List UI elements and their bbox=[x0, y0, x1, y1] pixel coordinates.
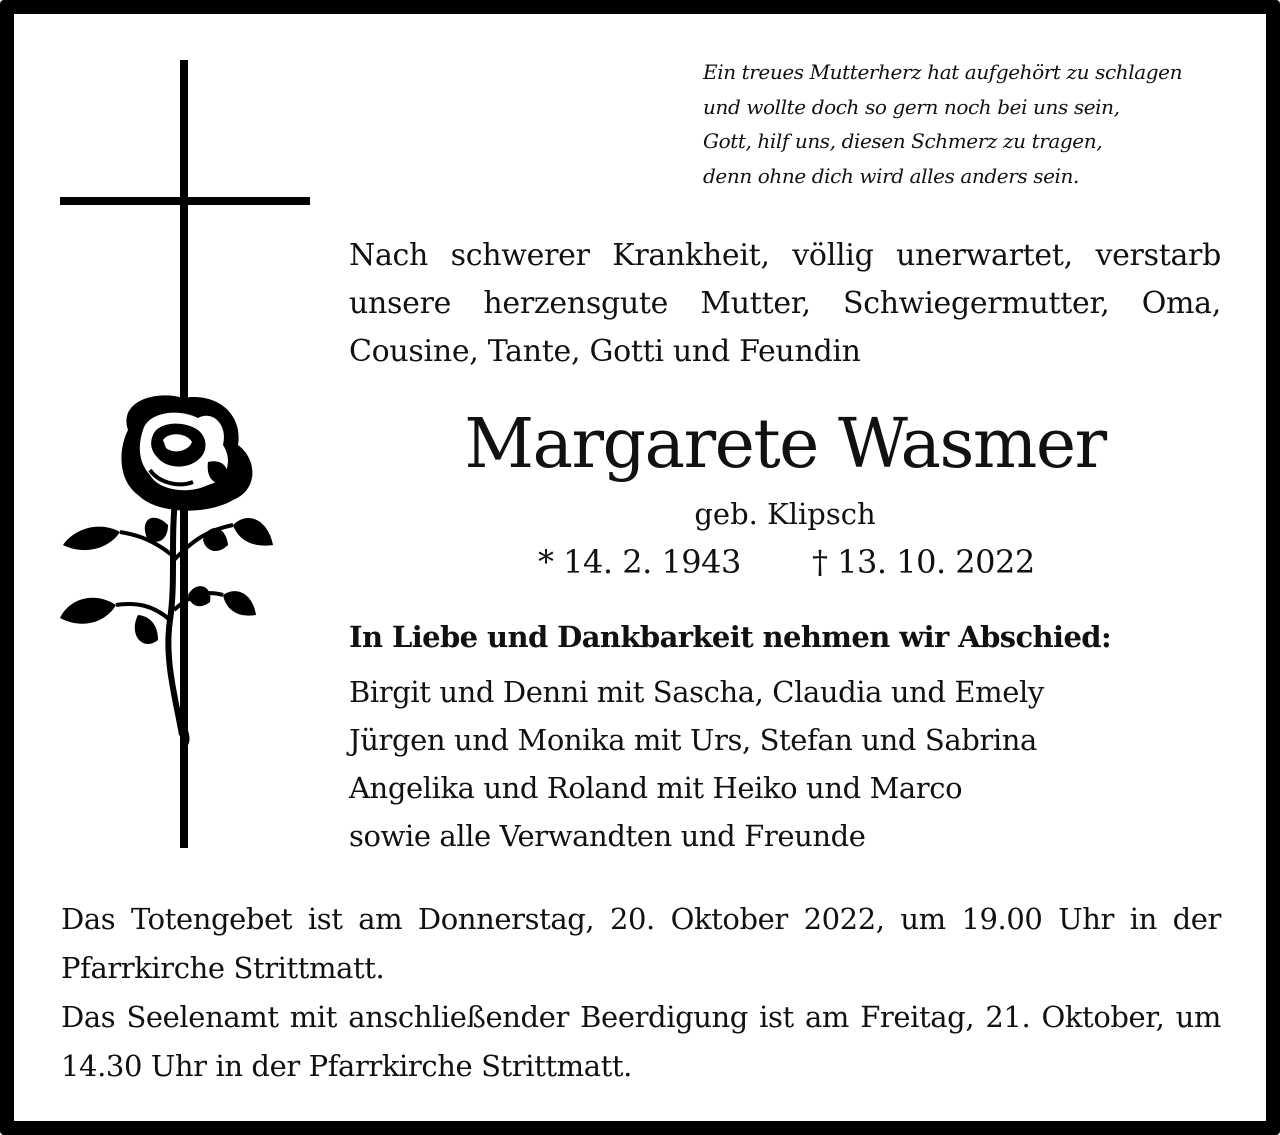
service-line: Das Seelenamt mit anschließender Beerdigung ist am Freitag, 21. Oktober, um bbox=[61, 1000, 1221, 1034]
mourner-line: Jürgen und Monika mit Urs, Stefan und Sabrina bbox=[349, 723, 1037, 757]
rose-icon bbox=[58, 390, 278, 750]
intro-line: unsere herzensgute Mutter, Schwiegermutter, Oma, bbox=[349, 286, 1221, 321]
mourner-line: sowie alle Verwandten und Freunde bbox=[349, 819, 866, 853]
service-line: Pfarrkirche Strittmatt. bbox=[61, 951, 385, 985]
mourner-line: Angelika und Roland mit Heiko und Marco bbox=[349, 771, 963, 805]
service-info bbox=[61, 895, 1221, 1091]
maiden-name: geb. Klipsch bbox=[694, 497, 876, 531]
intro-text bbox=[349, 232, 1221, 376]
cross-bar bbox=[60, 197, 310, 205]
service-line: 14.30 Uhr in der Pfarrkirche Strittmatt. bbox=[61, 1049, 632, 1083]
birth-date: * 14. 2. 1943 bbox=[538, 543, 741, 581]
service-line: Das Totengebet ist am Donnerstag, 20. Oktober 2022, um 19.00 Uhr in der bbox=[61, 902, 1221, 936]
intro-line: Nach schwerer Krankheit, völlig unerwartet, verstarb bbox=[349, 238, 1221, 273]
intro-line: Cousine, Tante, Gotti und Feundin bbox=[349, 334, 861, 369]
farewell-heading: In Liebe und Dankbarkeit nehmen wir Abschied: bbox=[349, 620, 1112, 654]
mourners-list bbox=[349, 668, 1044, 860]
poem-line: denn ohne dich wird alles anders sein. bbox=[703, 163, 1079, 188]
mourner-line: Birgit und Denni mit Sascha, Claudia und Emely bbox=[349, 675, 1044, 709]
poem-line: Gott, hilf uns, diesen Schmerz zu tragen, bbox=[703, 129, 1103, 153]
poem-line: und wollte doch so gern noch bei uns sein, bbox=[703, 94, 1120, 119]
poem-line: Ein treues Mutterherz hat aufgehört zu schlagen bbox=[703, 60, 1183, 84]
death-date: † 13. 10. 2022 bbox=[812, 543, 1035, 581]
poem bbox=[703, 55, 1243, 193]
deceased-name: Margarete Wasmer bbox=[464, 405, 1106, 484]
